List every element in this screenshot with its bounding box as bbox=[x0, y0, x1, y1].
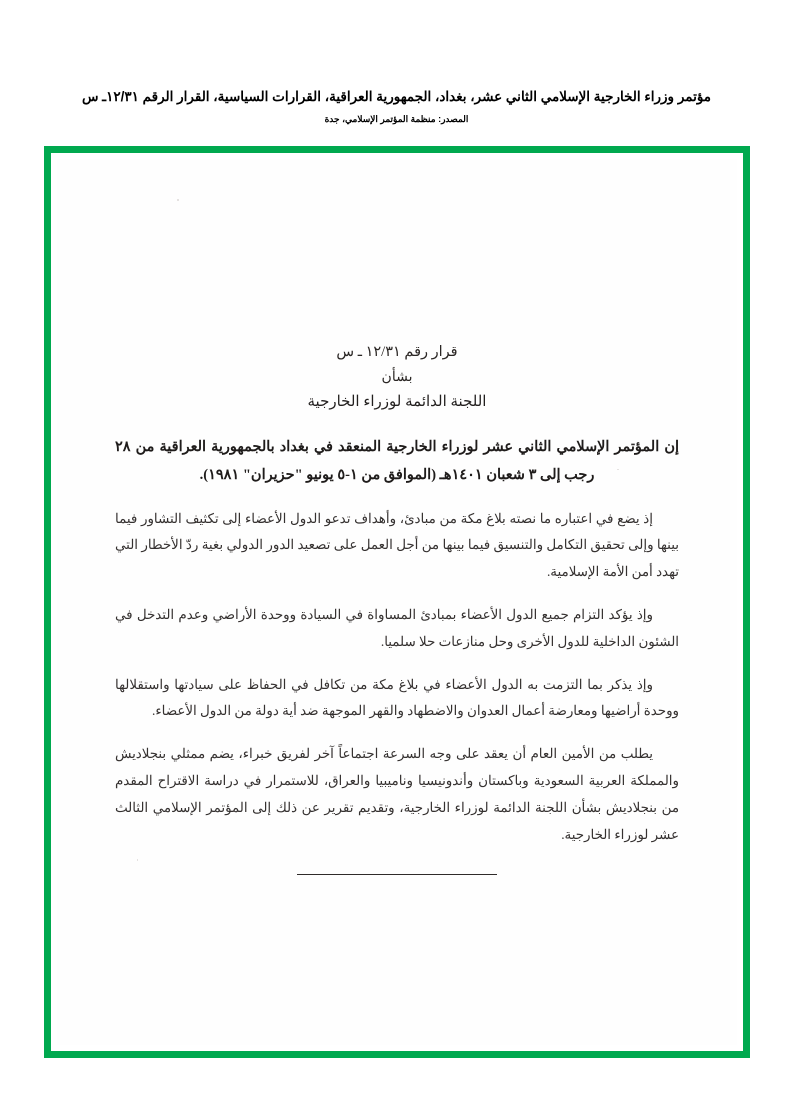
resolution-paragraph: وإذ يؤكد التزام جميع الدول الأعضاء بمبادئ المساواة في السيادة ووحدة الأراضي وعدم التدخل في الشئون الداخلية للدول الأخرى وحل منازعات حلا سلميا. bbox=[115, 606, 679, 649]
resolution-subject: اللجنة الدائمة لوزراء الخارجية bbox=[307, 394, 487, 410]
scan-speck bbox=[177, 199, 179, 201]
horizontal-rule bbox=[297, 874, 497, 875]
resolution-about-label: بشأن bbox=[381, 370, 413, 385]
resolution-paragraph: وإذ يذكر بما التزمت به الدول الأعضاء في بلاغ مكة من تكافل في الحفاظ على سيادتها واستقلالها ووحدة أراضيها ومعارضة أعمال العدوان والاضطهاد والقهر الموجهة ضد أية دولة من الدول الأعضاء. bbox=[115, 676, 679, 719]
scanned-page bbox=[57, 159, 737, 1045]
resolution-paragraph: يطلب من الأمين العام أن يعقد على وجه السرعة اجتماعاً آخر لفريق خبراء، يضم ممثلي بنجلاديش والمملكة العربية السعودية وباكستان وأندونيسيا وناميبيا والعراق، للاستمرار في دراسة الاقتراح المقدم من بنجلاديش بشأن اللجنة الدائمة لوزراء الخارجية، وتقديم تقرير عن ذلك إلى المؤتمر الإسلامي الثالث عشر لوزراء الخارجية. bbox=[115, 746, 679, 842]
source-line: المصدر: منظمة المؤتمر الإسلامي، جدة bbox=[324, 113, 469, 124]
page-title: مؤتمر وزراء الخارجية الإسلامي الثاني عشر، بغداد، الجمهورية العراقية، القرارات السياسية، القرار الرقم ١٢/٣١ـ س bbox=[81, 89, 712, 104]
resolution-preamble: إن المؤتمر الإسلامي الثاني عشر لوزراء الخارجية المنعقد في بغداد بالجمهورية العراقية من ٢٨ رجب إلى ٣ شعبان ١٤٠١هـ (الموافق من ١-٥ يونيو "حزيران" ١٩٨١). bbox=[115, 439, 679, 484]
document-header bbox=[0, 88, 793, 125]
document-body bbox=[115, 344, 679, 875]
green-border-frame bbox=[44, 146, 750, 1058]
resolution-number: قرار رقم ١٢/٣١ ـ س bbox=[336, 344, 458, 360]
resolution-paragraph: إذ يضع في اعتباره ما نصته بلاغ مكة من مبادئ، وأهداف تدعو الدول الأعضاء إلى تكثيف التشاور فيما بينها وإلى تحقيق التكامل والتنسيق فيما بينها من أجل العمل على تصعيد الدور الدولي بغية ردّ الأخطار التي تهدد أمن الأمة الإسلامية. bbox=[115, 510, 679, 580]
